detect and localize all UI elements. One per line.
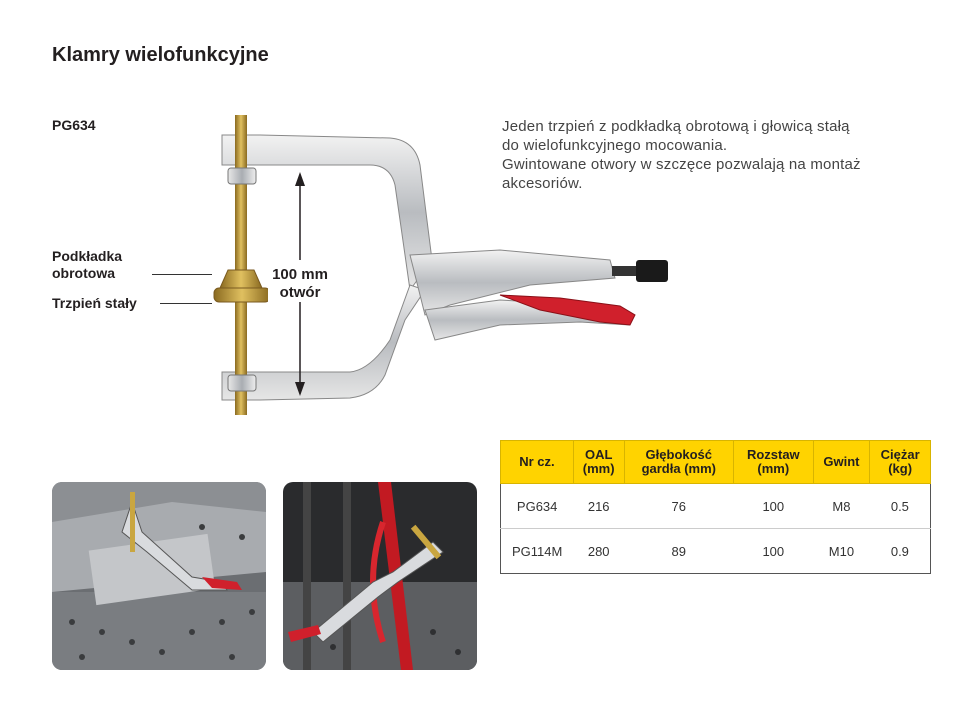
table-cell: M8 [813,484,870,529]
header-unit: (kg) [888,461,913,476]
table-cell: PG634 [501,484,574,529]
leader-line [152,274,212,275]
table-cell: 0.9 [870,529,931,574]
spec-table [500,440,931,574]
dimension-caption: otwór [279,284,321,301]
header-text: Głębokość [645,447,713,462]
table-cell: 100 [734,529,814,574]
column-header [734,441,814,484]
application-photo [283,482,477,670]
application-photo [52,482,266,670]
description-line: akcesoriów. [502,175,583,192]
header-text: Nr cz. [519,454,555,469]
column-header [813,441,870,484]
table-cell: PG114M [501,529,574,574]
table-cell: 100 [734,484,814,529]
description-line: do wielofunkcyjnego mocowania. [502,137,728,154]
description-line: Jeden trzpień z podkładką obrotową i głowicą stałą [502,118,850,135]
dimension-value: 100 mm [272,266,328,283]
table-row [501,484,931,529]
label-line: Podkładka [52,248,123,264]
table-cell: 0.5 [870,484,931,529]
header-unit: (mm) [757,461,790,476]
header-text: Gwint [823,454,860,469]
product-code: PG634 [52,117,96,133]
label-line: obrotowa [52,265,115,281]
table-header-row [501,441,931,484]
table-cell: 76 [624,484,733,529]
header-unit: (mm) [582,461,615,476]
header-text: Ciężar [880,447,920,462]
label-fixed-spindle: Trzpień stały [52,295,137,311]
column-header [870,441,931,484]
dimension-label [265,266,335,302]
table-cell: 280 [573,529,624,574]
header-unit: gardła (mm) [641,461,716,476]
column-header [573,441,624,484]
table-row [501,529,931,574]
table-cell: M10 [813,529,870,574]
table-cell: 89 [624,529,733,574]
description-line: Gwintowane otwory w szczęce pozwalają na montaż [502,156,861,173]
column-header [501,441,574,484]
label-swivel-washer [52,248,122,282]
table-cell: 216 [573,484,624,529]
header-text: Rozstaw [746,447,800,462]
page-title: Klamry wielofunkcyjne [52,44,269,66]
leader-line [160,303,212,304]
column-header [624,441,733,484]
header-text: OAL [584,447,613,462]
